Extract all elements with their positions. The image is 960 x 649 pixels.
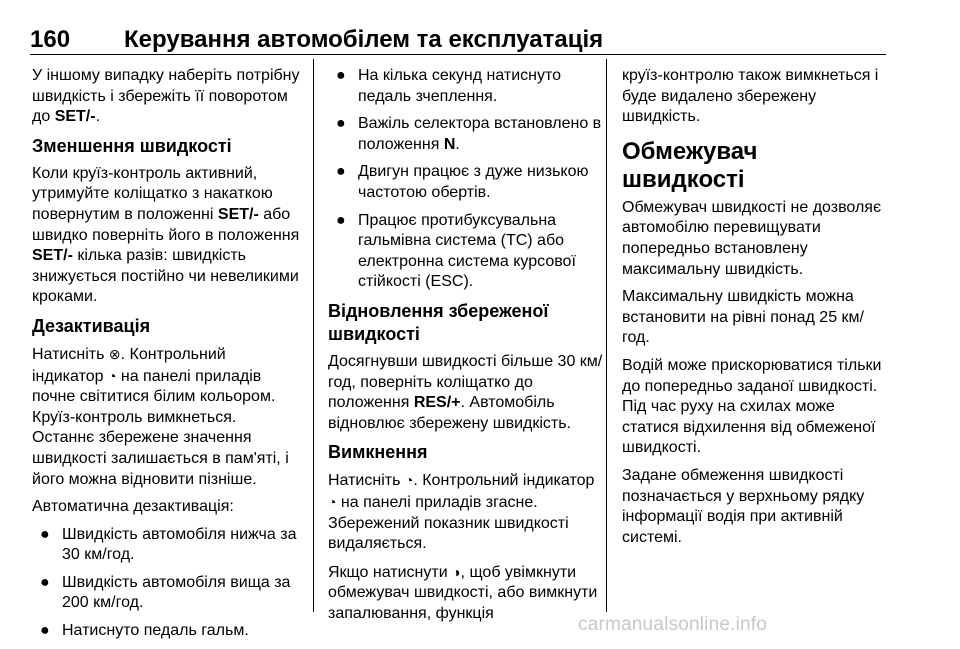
cruise-control-icon: ◔ <box>328 493 337 510</box>
list-item: ● Двигун працює з дуже низькою частотою обертів. <box>336 163 589 201</box>
list-item: ● Важіль селектора встановлено в положення N. <box>336 115 602 153</box>
cruise-cancel-icon: ⊗ <box>108 345 121 362</box>
page-header <box>30 26 886 55</box>
switch-off-paragraph: Натисніть ◔. Контрольний індикатор ◔ на панелі приладів згасне. Збережений показник швидкості видаляється. <box>328 472 595 553</box>
restore-paragraph: Досягнувши швидкості більше 30 км/год, поверніть коліщатко до положення RES/+. Автомобіль відновлює збережену швидкість. <box>328 352 603 432</box>
speed-limiter-heading: Обмежувач швидкості <box>622 137 758 193</box>
limiter-paragraph: Максимальну швидкість можна встановити на рівні понад 25 км/год. <box>622 288 864 347</box>
deactivation-heading: Дезактивація <box>32 315 151 336</box>
decrease-heading: Зменшення швидкості <box>32 135 232 156</box>
list-item: ● Працює протибуксувальна гальмівна система (TC) або електронна система курсової стійкості (ESC). <box>336 211 576 291</box>
page-title: Керування автомобілем та експлуатація <box>124 26 604 53</box>
column-divider <box>313 59 314 612</box>
limiter-paragraph: Обмежувач швидкості не дозволяє автомобілю перевищувати попередньо встановлену максимальну швидкість. <box>622 198 882 278</box>
limiter-paragraph: Водій може прискорюватися тільки до попередньо заданої швидкості. Під час руху на схилах може статися відхилення від обмеженої швидкості. <box>622 356 882 457</box>
cruise-control-icon: ◔ <box>404 472 414 489</box>
continuation-paragraph: круїз-контролю також вимкнеться і буде видалено збережену швидкість. <box>622 67 879 126</box>
restore-heading: Відновлення збереженої швидкості <box>328 300 549 344</box>
decrease-paragraph: Коли круїз-контроль активний, утримуйте коліщатко з накаткою повернутим в положенні SET/- або швидко поверніть його в положення SET/- кілька разів: швидкість знижується постійно чи невеликими кроками. <box>32 164 300 306</box>
cruise-control-icon: ◔ <box>107 367 117 384</box>
list-item: ● На кілька секунд натиснуто педаль зчеплення. <box>336 67 562 105</box>
column-2 <box>328 66 604 631</box>
auto-deactivation-list-cont <box>328 66 604 293</box>
column-1 <box>32 66 300 649</box>
page-number: 160 <box>30 26 71 53</box>
deactivation-paragraph: Натисніть ⊗. Контрольний індикатор ◔ на панелі приладів почне світитися білим кольором. Круїз-контроль вимкнеться. Останнє збережене значення швидкості залишається в пам'яті, і його можна відновити пізніше. <box>32 345 289 488</box>
speed-limiter-icon: ◑ <box>452 563 461 580</box>
auto-deactivation-list <box>32 525 300 642</box>
column-3 <box>622 66 884 555</box>
limiter-switch-paragraph: Якщо натиснути ◑, щоб увімкнути обмежувач швидкості, або вимкнути запалювання, функція <box>328 563 598 622</box>
limiter-paragraph: Задане обмеження швидкості позначається у верхньому рядку інформації водія при активній системі. <box>622 466 865 546</box>
list-item: ● Натиснуто педаль гальм. <box>40 622 249 640</box>
list-item: ● Швидкість автомобіля нижча за 30 км/год. <box>40 525 297 564</box>
auto-deactivation-label: Автоматична дезактивація: <box>32 498 234 516</box>
column-divider <box>606 59 607 612</box>
switch-off-heading: Вимкнення <box>328 442 428 463</box>
intro-paragraph: У іншому випадку наберіть потрібну швидкість і збережіть її поворотом до SET/-. <box>32 67 300 126</box>
watermark: carmanualsonline.info <box>578 614 768 635</box>
list-item: ● Швидкість автомобіля вища за 200 км/год. <box>40 573 291 612</box>
